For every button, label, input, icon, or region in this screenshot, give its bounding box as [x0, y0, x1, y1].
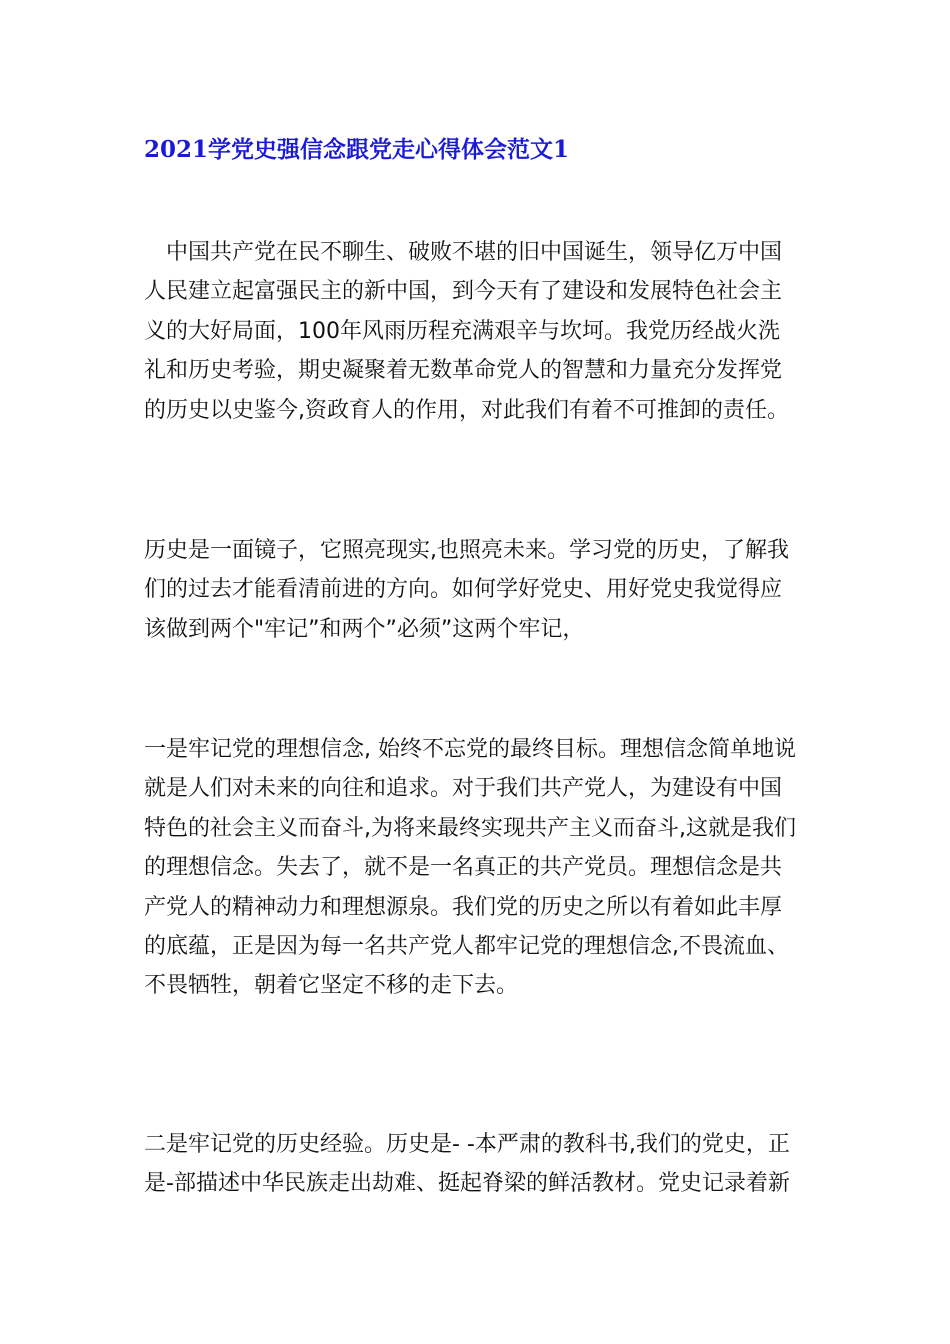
paragraph-1 — [144, 233, 816, 430]
paragraph-line: 历史是一面镜子，它照亮现实,也照亮未来。学习党的历史，了解我 — [144, 538, 789, 563]
paragraph-line: 特色的社会主义而奋斗,为将来最终实现共产主义而奋斗,这就是我们 — [144, 815, 796, 841]
paragraph-line: 是-部描述中华民族走出劫难、挺起脊梁的鲜活教材。党史记录着新 — [144, 1171, 790, 1197]
paragraph-line: 义的大好局面，100年风雨历程充满艰辛与坎坷。我党历经战火洗 — [144, 318, 780, 344]
paragraph-line: 中国共产党在民不聊生、破败不堪的旧中国诞生，领导亿万中国 — [144, 240, 783, 265]
paragraph-line: 一是牢记党的理想信念, 始终不忘党的最终目标。理想信念简单地说 — [144, 737, 796, 762]
paragraph-line: 们的过去才能看清前进的方向。如何学好党史、用好党史我觉得应 — [144, 577, 783, 603]
paragraph-line: 不畏牺牲，朝着它坚定不移的走下去。 — [144, 973, 519, 999]
paragraph-line: 该做到两个"牢记”和两个”必须”这两个牢记， — [144, 616, 585, 642]
paragraph-4 — [144, 1125, 816, 1204]
paragraph-line: 就是人们对未来的向往和追求。对于我们共产党人，为建设有中国 — [144, 776, 783, 802]
paragraph-2 — [144, 531, 816, 649]
document-title: 2021学党史强信念跟党走心得体会范文1 — [144, 136, 570, 163]
paragraph-line: 的历史以史鉴今,资政育人的作用，对此我们有着不可推卸的责任。 — [144, 397, 789, 423]
paragraph-line: 礼和历史考验，期史凝聚着无数革命党人的智慧和力量充分发挥党 — [144, 358, 783, 384]
paragraph-line: 二是牢记党的历史经验。历史是- -本严肃的教科书,我们的党史，正 — [144, 1132, 790, 1157]
paragraph-line: 人民建立起富强民主的新中国，到今天有了建设和发展特色社会主 — [144, 279, 783, 305]
paragraph-line: 的底蕴，正是因为每一名共产党人都牢记党的理想信念,不畏流血、 — [144, 934, 789, 960]
paragraph-line: 的理想信念。失去了，就不是一名真正的共产党员。理想信念是共 — [144, 855, 783, 881]
paragraph-line: 产党人的精神动力和理想源泉。我们党的历史之所以有着如此丰厚 — [144, 894, 783, 920]
paragraph-3 — [144, 730, 816, 1006]
